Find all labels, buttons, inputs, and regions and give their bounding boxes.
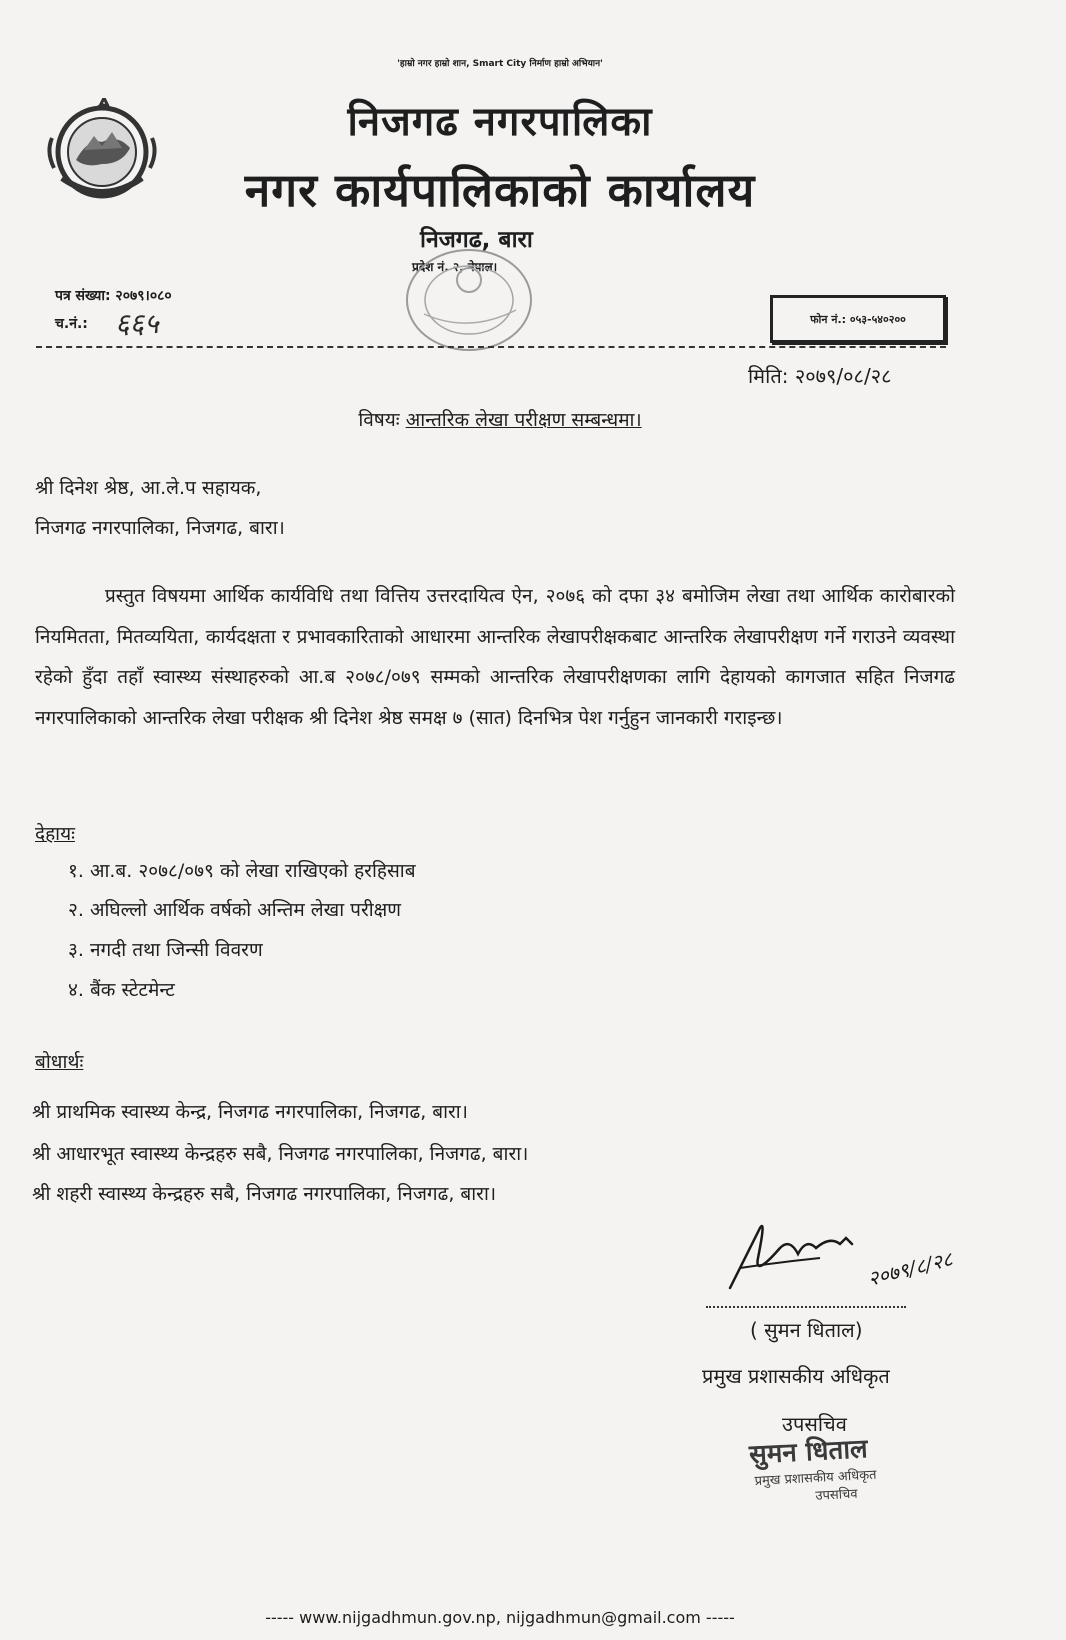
signature-date: २०७९/८/२८ <box>865 1246 955 1291</box>
footer-contact: ----- www.nijgadhmun.gov.np, nijgadhmun@gmail.com ----- <box>265 1608 735 1627</box>
cc-item: श्री प्राथमिक स्वास्थ्य केन्द्र, निजगढ नगरपालिका, निजगढ, बारा। <box>32 1101 468 1123</box>
cc-heading: बोधार्थः <box>35 1051 84 1073</box>
signatory-title: प्रमुख प्रशासकीय अधिकृत <box>702 1364 890 1388</box>
office-seal-stamp <box>394 240 544 360</box>
signatory-name: ( सुमन धिताल) <box>750 1318 863 1342</box>
list-item: १. आ.ब. २०७८/०७९ को लेखा राखिएको हरहिसाब <box>68 860 416 882</box>
stamp-title: प्रमुख प्रशासकीय अधिकृत <box>754 1467 877 1490</box>
org-name: निजगढ नगरपालिका <box>347 99 653 145</box>
dispatch-number: ६६५ <box>115 307 159 340</box>
phone-number: फोन नं.: ०५३-५४०२०० <box>810 312 906 326</box>
office-name: नगर कार्यपालिकाको कार्यालय <box>244 163 756 217</box>
subject-line <box>0 406 1000 432</box>
office-city: निजगढ, बारा <box>420 227 533 253</box>
letter-date: मिति: २०७९/०८/२८ <box>748 364 892 388</box>
cc-item: श्री शहरी स्वास्थ्य केन्द्रहरु सबै, निजगढ नगरपालिका, निजगढ, बारा। <box>32 1183 497 1205</box>
cc-item: श्री आधारभूत स्वास्थ्य केन्द्रहरु सबै, निजगढ नगरपालिका, निजगढ, बारा। <box>32 1143 529 1165</box>
list-item: ३. नगदी तथा जिन्सी विवरण <box>68 939 263 961</box>
dispatch-number-label: च.नं.: <box>55 316 88 332</box>
handwritten-signature <box>720 1208 980 1298</box>
signature-line <box>706 1306 906 1308</box>
phone-box <box>770 295 946 343</box>
stamp-name: सुमन धिताल <box>748 1434 869 1471</box>
body-paragraph: प्रस्तुत विषयमा आर्थिक कार्यविधि तथा वित्तिय उत्तरदायित्व ऐन, २०७६ को दफा ३४ बमोजिम लेखा तथा आर्थिक कारोबारको नियमितता, मितव्ययिता, कार्यदक्षता र प्रभावकारिताको आधारमा आन्तरिक लेखापरीक्षकबाट आन्तरिक लेखापरीक्षण गर्ने गराउने व्यवस्था रहेको हुँदा तहाँ स्वास्थ्य संस्थाहरुको आ.ब २०७८/०७९ सम्मको आन्तरिक लेखापरीक्षणका लागि देहायको कागजात सहित निजगढ नगरपालिकाको आन्तरिक लेखा परीक्षक श्री दिनेश श्रेष्ठ समक्ष ७ (सात) दिनभित्र पेश गर्नुहुन जानकारी गराइन्छ। <box>35 585 955 729</box>
recipient-line-1: श्री दिनेश श्रेष्ठ, आ.ले.प सहायक, <box>35 477 262 499</box>
list-item: २. अघिल्लो आर्थिक वर्षको अन्तिम लेखा परीक्षण <box>68 899 401 921</box>
recipient-line-2: निजगढ नगरपालिका, निजगढ, बारा। <box>35 517 285 539</box>
signatory-rank: उपसचिव <box>782 1412 847 1436</box>
subject-label: विषयः <box>358 409 400 431</box>
office-province: प्रदेश नं. २, नेपाल। <box>412 260 498 274</box>
header-divider <box>36 346 946 348</box>
reference-number: पत्र संख्या: २०७९।०८० <box>55 288 172 304</box>
list-item: ४. बैंक स्टेटमेन्ट <box>68 979 175 1001</box>
list-heading: देहायः <box>35 823 75 845</box>
name-stamp <box>748 1429 878 1507</box>
stamp-rank: उपसचिव <box>815 1486 858 1504</box>
subject-text: आन्तरिक लेखा परीक्षण सम्बन्धमा। <box>405 409 642 431</box>
nepal-emblem-icon <box>40 98 164 202</box>
slogan: 'हाम्रो नगर हाम्रो शान, Smart City निर्माण हाम्रो अभियान' <box>397 59 603 69</box>
